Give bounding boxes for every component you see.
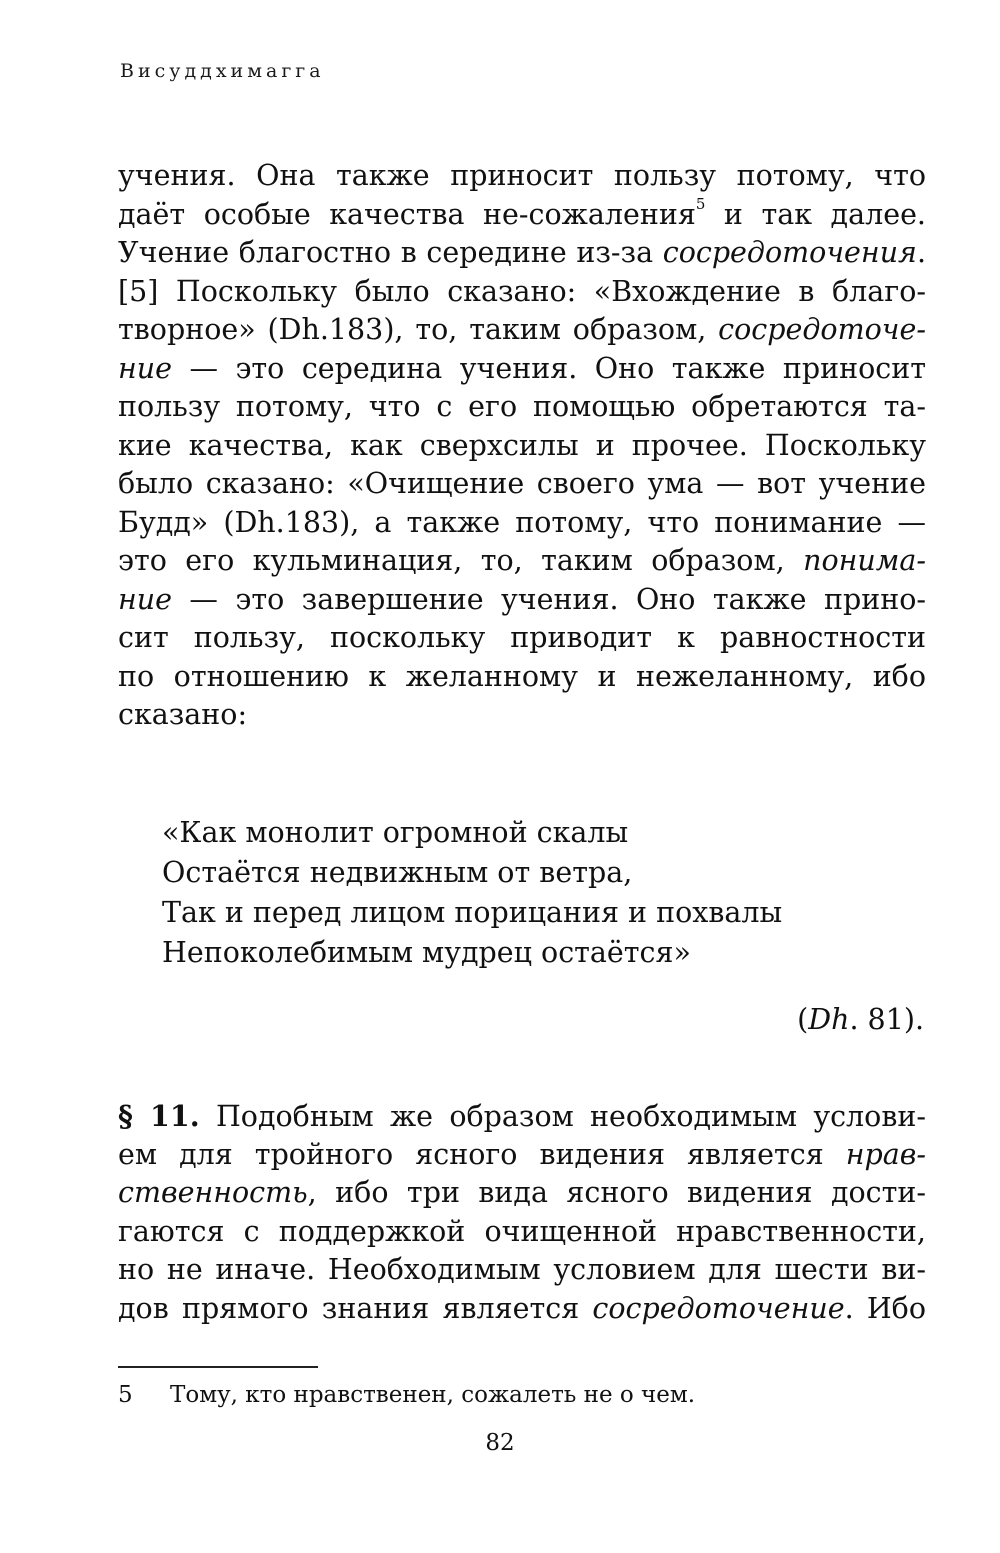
emphasis: сосредоточение	[592, 1291, 845, 1325]
text-line: кие качества, как сверхсилы и прочее. Поскольку	[118, 428, 926, 462]
text-line: по отношению к желанному и нежеланному, ибо	[118, 659, 926, 693]
text-line: § 11. Подобным же образом необходимым услови-	[118, 1099, 926, 1133]
verse-citation: (Dh. 81).	[797, 1003, 924, 1036]
text-line: ем для тройного ясного видения является нрав-	[118, 1137, 926, 1171]
verse-line: Непоколебимым мудрец остаётся»	[162, 936, 691, 969]
text-line: но не иначе. Необходимым условием для шести ви-	[118, 1253, 926, 1286]
footnote	[118, 1380, 695, 1410]
text-line: дов прямого знания является сосредоточение. Ибо	[118, 1291, 926, 1325]
paragraph-2	[118, 1097, 926, 1328]
footnote-text: Тому, кто нравственен, сожалеть не о чем.	[170, 1382, 696, 1408]
text-line: было сказано: «Очищение своего ума — вот учение	[118, 467, 926, 500]
running-head: Висуддхимагга	[120, 60, 325, 82]
text-line: сказано:	[118, 698, 248, 731]
text-line: ственность, ибо три вида ясного видения дости-	[118, 1176, 926, 1209]
text-line: Будд» (Dh.183), а также потому, что понимание —	[118, 505, 926, 539]
footnote-reference[interactable]: 5	[695, 195, 706, 213]
verse-quote	[162, 813, 782, 973]
page-number: 82	[485, 1430, 515, 1456]
text-line: Учение благостно в середине из-за сосредоточения.	[118, 236, 926, 269]
verse-line: «Как монолит огромной скалы	[162, 816, 629, 849]
text-line: гаются с поддержкой очищенной нравственности,	[118, 1214, 926, 1248]
emphasis: понима-	[803, 544, 926, 577]
paragraph-1	[118, 157, 926, 735]
text-line: даёт особые качества не-сожаления$^5$ и так далее.	[118, 195, 926, 231]
emphasis: ственность	[118, 1176, 308, 1209]
verse-line: Так и перед лицом порицания и похвалы	[162, 896, 783, 929]
text-line: ние — это середина учения. Оно также приносит	[118, 351, 926, 385]
text-line: сит пользу, поскольку приводит к равностности	[118, 621, 926, 654]
text-line: творное» (Dh.183), то, таким образом, сосредоточе-	[118, 313, 926, 346]
text-line: учения. Она также приносит пользу потому, что	[118, 159, 926, 192]
emphasis: сосредоточе-	[718, 313, 926, 346]
emphasis: ние	[118, 582, 172, 616]
verse-line: Остаётся недвижным от ветра,	[162, 856, 633, 889]
text-line: ние — это завершение учения. Оно также прино-	[118, 582, 926, 616]
section-mark: § 11.	[118, 1099, 200, 1133]
text-line: пользу потому, что с его помощью обретаются та-	[118, 390, 926, 423]
text-line: [5] Поскольку было сказано: «Вхождение в благо-	[118, 274, 926, 308]
emphasis: ние	[118, 351, 172, 385]
footnote-divider	[118, 1366, 318, 1368]
emphasis: сосредоточения	[662, 236, 917, 269]
emphasis: нрав-	[845, 1137, 926, 1171]
footnote-number: 5	[118, 1382, 133, 1408]
text-line: это его кульминация, то, таким образом, понима-	[118, 544, 926, 577]
